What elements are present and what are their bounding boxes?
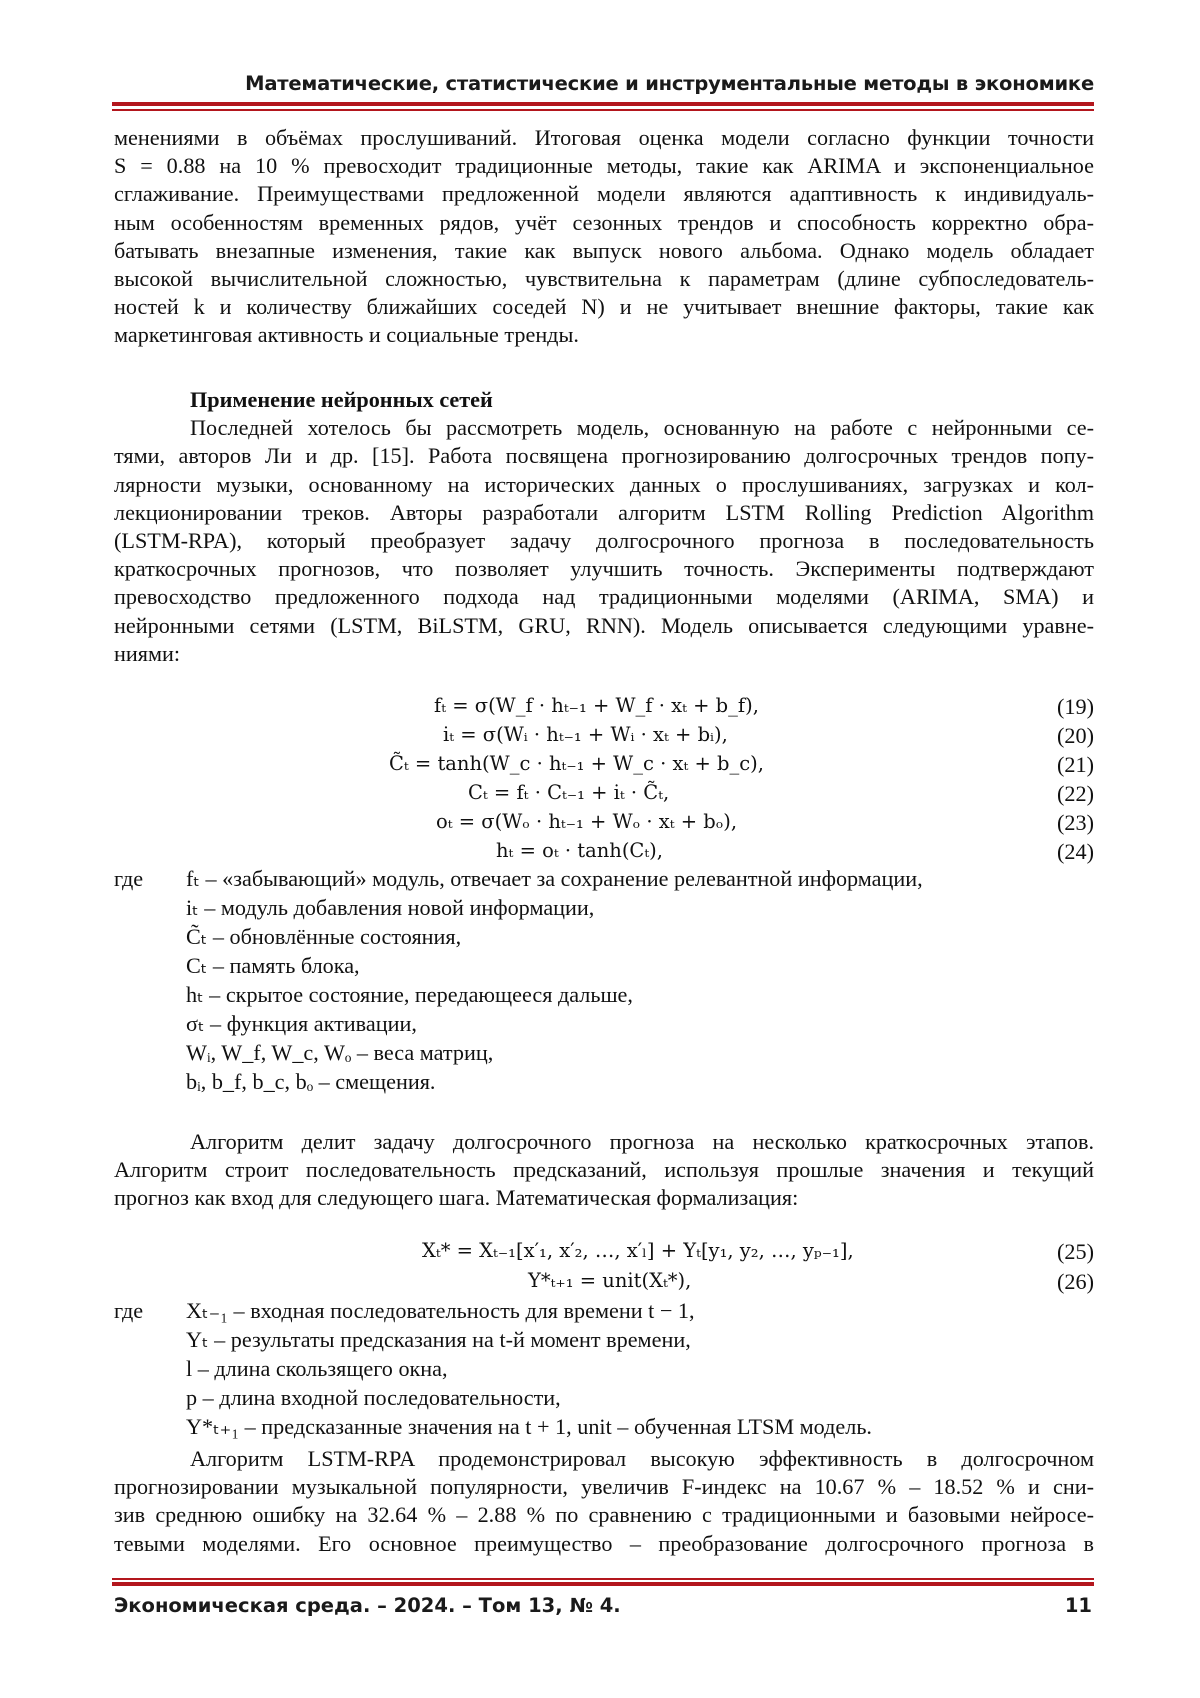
text-line: Алгоритм строит последовательность предсказаний, используя прошлые значения и текущий: [114, 1157, 1094, 1183]
text-line: нейронными сетями (LSTM, BiLSTM, GRU, RNN). Модель описывается следующими уравне-: [114, 612, 1094, 638]
text-line: тями, авторов Ли и др. [15]. Работа посвящена прогнозированию долгосрочных трендов попу-: [114, 443, 1094, 469]
text-line: прогноз как вход для следующего шага. Математическая формализация:: [114, 1185, 799, 1211]
equation-text: Xₜ* = Xₜ₋₁[x′₁, x′₂, …, x′ₗ] + Yₜ[y₁, y₂, …, yₚ₋₁],: [422, 1239, 854, 1262]
definition-item: σₜ – функция активации,: [186, 1011, 417, 1036]
equation-number: (24): [1057, 839, 1094, 864]
text-line: Последней хотелось бы рассмотреть модель, основанную на работе с нейронными се-: [190, 415, 1094, 441]
equation-text: C̃ₜ = tanh(W_c · hₜ₋₁ + W_c · xₜ + b_c),: [389, 752, 764, 775]
definition-item: Xₜ₋₁ – входная последовательность для времени t − 1,: [186, 1298, 695, 1323]
equation-text: iₜ = σ(Wᵢ · hₜ₋₁ + Wᵢ · xₜ + bᵢ),: [443, 723, 728, 746]
text-line: высокой вычислительной сложностью, чувствительна к параметрам (длине субпоследователь-: [114, 265, 1094, 291]
text-line: ным особенностям временных рядов, учёт сезонных трендов и способность корректно обра-: [114, 209, 1094, 235]
text-line: ностей k и количеству ближайших соседей N) и не учитывает внешние факторы, такие как: [114, 294, 1094, 320]
equation-26: [114, 1269, 1094, 1298]
equation-text: Y*ₜ₊₁ = unit(Xₜ*),: [528, 1269, 692, 1292]
text-line: превосходство предложенного подхода над традиционными моделями (ARIMA, SMA) и: [114, 584, 1094, 610]
paragraph-4: [114, 1445, 1094, 1558]
text-line: маркетинговая активность и социальные тренды.: [114, 322, 579, 348]
running-title: Математические, статистические и инструментальные методы в экономике: [245, 72, 1094, 95]
footer-rule-thick: [112, 1582, 1094, 1586]
text-line: краткосрочных прогнозов, что позволяет улучшить точность. Эксперименты подтверждают: [114, 556, 1094, 582]
paragraph-1: [114, 124, 1094, 350]
equation-22: [114, 781, 1094, 810]
definition-item: C̃ₜ – обновлённые состояния,: [186, 924, 462, 949]
equation-number: (26): [1057, 1269, 1094, 1294]
definition-item: hₜ – скрытое состояние, передающееся дальше,: [186, 982, 633, 1007]
text-line: менениями в объёмах прослушиваний. Итоговая оценка модели согласно функции точности: [114, 125, 1094, 150]
text-line: батывать внезапные изменения, такие как выпуск нового альбома. Однако модель обладает: [114, 237, 1094, 263]
definition-item: l – длина скользящего окна,: [186, 1356, 448, 1381]
equation-number: (25): [1057, 1239, 1094, 1264]
equation-23: [114, 810, 1094, 839]
equation-number: (22): [1057, 781, 1094, 806]
equation-20: [114, 723, 1094, 752]
header-rule-thick: [112, 102, 1094, 106]
equation-text: hₜ = oₜ · tanh(Cₜ),: [496, 839, 663, 862]
definition-item: fₜ – «забывающий» модуль, отвечает за сохранение релевантной информации,: [186, 866, 923, 891]
equation-25: [114, 1239, 1094, 1268]
text-line: ниями:: [114, 640, 181, 666]
equation-number: (21): [1057, 752, 1094, 777]
definition-item: Cₜ – память блока,: [186, 953, 360, 978]
equation-text: Cₜ = fₜ · Cₜ₋₁ + iₜ · C̃ₜ,: [468, 781, 670, 804]
equation-number: (23): [1057, 810, 1094, 835]
equation-number: (19): [1057, 694, 1094, 719]
text-line: лекционировании треков. Авторы разработали алгоритм LSTM Rolling Prediction Algorithm: [114, 499, 1094, 525]
text-line: зив среднюю ошибку на 32.64 % – 2.88 % по сравнению с традиционными и базовыми нейросе-: [114, 1502, 1094, 1528]
header-rule-thin: [112, 109, 1094, 111]
definition-item: bᵢ, b_f, b_c, bₒ – смещения.: [186, 1069, 436, 1094]
text-line: Алгоритм делит задачу долгосрочного прогноза на несколько краткосрочных этапов.: [190, 1129, 1094, 1154]
equation-text: fₜ = σ(W_f · hₜ₋₁ + W_f · xₜ + b_f),: [434, 694, 759, 717]
definitions-lstm: [114, 866, 1094, 1098]
text-line: сглаживание. Преимуществами предложенной модели являются адаптивность к индивидуаль-: [114, 181, 1094, 207]
where-word: где: [114, 866, 144, 891]
footer-rule-thin: [112, 1578, 1094, 1580]
where-word: где: [114, 1298, 144, 1323]
journal-citation: Экономическая среда. – 2024. – Том 13, № 4.: [114, 1594, 621, 1617]
definition-item: Yₜ – результаты предсказания на t-й момент времени,: [186, 1327, 691, 1352]
definition-item: p – длина входной последовательности,: [186, 1385, 561, 1410]
section: [114, 386, 1094, 668]
page-number: 11: [1064, 1594, 1092, 1617]
text-line: Алгоритм LSTM-RPA продемонстрировал высокую эффективность в долгосрочном: [190, 1446, 1094, 1471]
section-heading: Применение нейронных сетей: [190, 387, 493, 412]
definition-item: Wᵢ, W_f, W_c, Wₒ – веса матриц,: [186, 1040, 494, 1065]
definition-item: Y*ₜ₊₁ – предсказанные значения на t + 1, unit – обученная LTSM модель.: [186, 1414, 872, 1439]
equation-24: [114, 839, 1094, 868]
definition-item: iₜ – модуль добавления новой информации,: [186, 895, 595, 920]
text-line: прогнозировании музыкальной популярности, увеличив F-индекс на 10.67 % – 18.52 % и сни-: [114, 1474, 1094, 1500]
text-line: лярности музыки, основанному на исторических данных о прослушиваниях, загрузках и кол-: [114, 471, 1094, 497]
text-line: тевыми моделями. Его основное преимущество – преобразование долгосрочного прогноза в: [114, 1530, 1094, 1556]
definitions-rpa: [114, 1298, 1094, 1446]
equation-text: oₜ = σ(Wₒ · hₜ₋₁ + Wₒ · xₜ + bₒ),: [436, 810, 738, 833]
paragraph-3: [114, 1128, 1094, 1213]
text-line: (LSTM-RPA), который преобразует задачу долгосрочного прогноза в последовательность: [114, 527, 1094, 553]
equation-21: [114, 752, 1094, 781]
text-line: S = 0.88 на 10 % превосходит традиционные методы, такие как ARIMA и экспоненциальное: [114, 153, 1094, 179]
equation-number: (20): [1057, 723, 1094, 748]
equation-19: [114, 694, 1094, 723]
